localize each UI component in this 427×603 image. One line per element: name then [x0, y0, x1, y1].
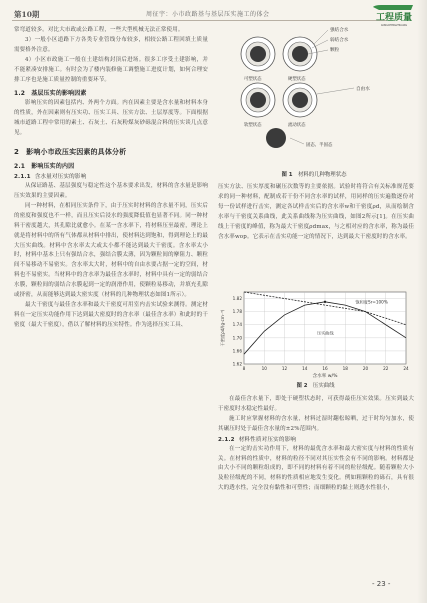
paragraph: 常弯道较多。对比大市政或公路工程，一些大型机械无法正常使用。 [14, 27, 184, 33]
section-heading-1-2: 1.2 基层压实的影响因素 [14, 90, 87, 98]
paragraph: 压实方法、压实厚度和碾压次数等的主要依据。试验时将符合有关标准规范要求的同一种材料，配制成若干份不同含水率的试样，用同样的压实遍数逐份对每一份试样进行击实，测定各试样击实后的含水率w和干密度ρd，从而绘制含水率与干密度关系曲线，此关系曲线称为压实曲线，如图2所示[1]。在压实曲线上干密度的峰值，称为最大干密度ρdmax，与之相对应的含水率，称为最佳含水率wop。它表示在击实功能一定的情况下，达到最大干密度时的含水率。 [218, 184, 414, 240]
paragraph: 3）一般小区道路下方各类专业管线分布较多，相较公路工程回填土质量需要格外注意。 [14, 36, 208, 53]
paragraph: 影响压实的因素包括内、外两个方面。内在因素主要是含水量和材料本身的性质，外在因素则有压实功、压实工具、压实方法、土层厚度等。下面根据城市道路工程中常用的素土、石灰土、石灰粉煤灰砂砾混合料的压实谈几点意见。 [14, 100, 208, 137]
label-soft-plastic: 软塑状态 [244, 123, 262, 128]
x-tick-label: 12 [281, 366, 288, 371]
particle-dry [266, 128, 286, 148]
section-heading-2-1: 2.1 影响压实的内因 [14, 163, 75, 171]
label-weak-water: 弱结合水 [330, 38, 349, 43]
label-particle: 颗粒 [330, 48, 340, 53]
label-flow: 流动状态 [288, 123, 306, 128]
y-axis-label: 干密度ρd/(g·cm⁻³) [220, 309, 225, 347]
x-tick-label: 24 [403, 366, 409, 371]
y-tick-label: 1.78 [232, 309, 242, 315]
label-plastic: 可塑状态 [244, 77, 262, 82]
particle-hard-plastic [283, 37, 317, 71]
svg-text:GONGCHENGZHILIANG: GONGCHENGZHILIANG [380, 24, 408, 27]
x-tick-label: 10 [261, 366, 267, 371]
heading-number: 2.1.2 [218, 436, 235, 443]
figure-2-chart [218, 286, 413, 378]
section-heading-2-1-1 [14, 172, 208, 182]
paragraph: 从保证路基、基层强度与稳定性这个基本要求出发，材料的含水量是影响压实效果的主要因素。 [14, 183, 208, 199]
label-dry: 固态、半固态 [306, 143, 333, 148]
x-tick-label: 22 [383, 366, 389, 371]
figure-2-number: 图 2 [296, 383, 308, 389]
heading-number: 2.1.1 [14, 174, 31, 181]
x-axis-label: 含水率 w/% [312, 374, 338, 378]
paragraph: 在最佳含水量下，即处于硬塑状态时，可获得最佳压实效果。压实到最大干密度时水稳定性最好。 [218, 396, 414, 412]
label-strong-water: 强结合水 [330, 28, 349, 33]
issue-label: 第10期 [14, 10, 40, 19]
annotation-saturation: 饱和度Sr=100% [355, 299, 388, 305]
x-tick-label: 8 [242, 366, 246, 371]
peak-point [324, 301, 326, 303]
running-title: 周征宇：小市政路基与基层压实施工的体会 [146, 11, 270, 18]
heading-text: 含水量对压实的影响 [34, 174, 87, 181]
left-column [14, 26, 208, 331]
section-heading-2-1-2 [218, 435, 414, 445]
y-tick-label: 1.66 [232, 348, 242, 354]
label-hard-plastic: 硬塑状态 [288, 77, 306, 82]
page-number: - 23 - [372, 580, 391, 588]
right-column-top [218, 183, 414, 242]
heading-text: 材料性质对压实的影响 [238, 436, 297, 443]
figure-1-diagram [214, 18, 414, 168]
figure-2-title: 压实曲线 [312, 383, 335, 389]
paragraph: 施工时应掌握材料的含水量，材料过湿时翻松晾晒，过干时均匀加水，使其碾压时处于最佳含水量的±2%范围内。 [218, 415, 414, 432]
particle-plastic [241, 37, 275, 71]
y-tick-label: 1.82 [232, 296, 242, 302]
page-shadow [417, 0, 427, 603]
figure-1-number: 图 1 [281, 172, 293, 178]
section-heading-2: 2 影响小市政压实因素的具体分析 [14, 148, 127, 157]
figure-2-caption [218, 381, 413, 389]
y-tick-label: 1.62 [232, 361, 242, 367]
paragraph: 4）小区市政施工一般在土建结构封顶后进场。很多工序受土建影响，并不能紧凑安排施工。有时会为了楼内装修施工调整施工进度计划，如何合理安排工序也是施工质量控制的重要环节。 [14, 56, 208, 83]
x-tick-label: 20 [362, 366, 369, 371]
paragraph: 最大干密度与最佳含水率和最大干密度可用室内击实试验来测得。测定材料在一定压实功能作用下达到最大密度时的含水率（最佳含水率）和此时的干密度（最大干密度），借以了解材料的压实特性。作为选择压实工具、 [14, 301, 208, 328]
label-free-water: 自由水 [356, 87, 370, 92]
particle-flow [283, 83, 317, 117]
figure-1-title: 材料的几种物理状态 [297, 172, 347, 178]
particle-soft-plastic [241, 83, 275, 117]
right-column-bottom [218, 395, 414, 494]
paragraph: 同一种材料，在相同压实条件下，由于压实时材料的含水量不同，压实后的密度和强度也不一样，而且压实后浸水的强度降低值也显著不同。同一种材料干密度越大，其孔隙比就愈小。在某一含水率下，将材料压至最密，理论上就是将材料中的所有气体都从材料中排出，使材料达到饱和，得到理论上的最大压实曲线。材料中含水率太大或太小都不能达到最大干密度。含水率太小时，材料中基本上只有强结合水，强结合膜太薄，因为颗粒间的摩阻力、颗粒间不易移动不易密实。含水率太大时，材料中的自由水要占据一定的空间，材料也不易密实。当材料中的含水率为最佳含水率时，材料中具有一定的弱结合水膜，颗粒间的弱结合水膜起到一定的润滑作用，使颗粒易移动，并填充孔隙或挤密，从而能够达到最大密实度（材料的几种物理状态如图1所示）。 [14, 202, 208, 299]
y-tick-label: 1.74 [232, 322, 242, 328]
figure-1-caption [214, 170, 414, 178]
annotation-curve: 压实曲线 [316, 330, 334, 336]
x-tick-label: 14 [302, 366, 308, 371]
svg-text:工程质量: 工程质量 [375, 13, 413, 23]
y-tick-label: 1.70 [232, 335, 242, 341]
x-tick-label: 16 [322, 366, 328, 371]
x-tick-label: 18 [342, 366, 348, 371]
paragraph: 在一定的击实功作用下，材料的最优含水率和最大密实度与材料的性质有关。在材料的性质中，材料的粒径不同对其压实性会有不同的影响。材料都是由大小不同的颗粒组成的，即不同的材料有着不同的粒径级配。随着颗粒大小及粒径级配的不同，材料的性质相应地发生变化。例如粗颗粒的砾石，具有很大的透水性，完全没有黏性和可塑性；而细颗粒的黏土则透水性很小， [218, 445, 414, 492]
